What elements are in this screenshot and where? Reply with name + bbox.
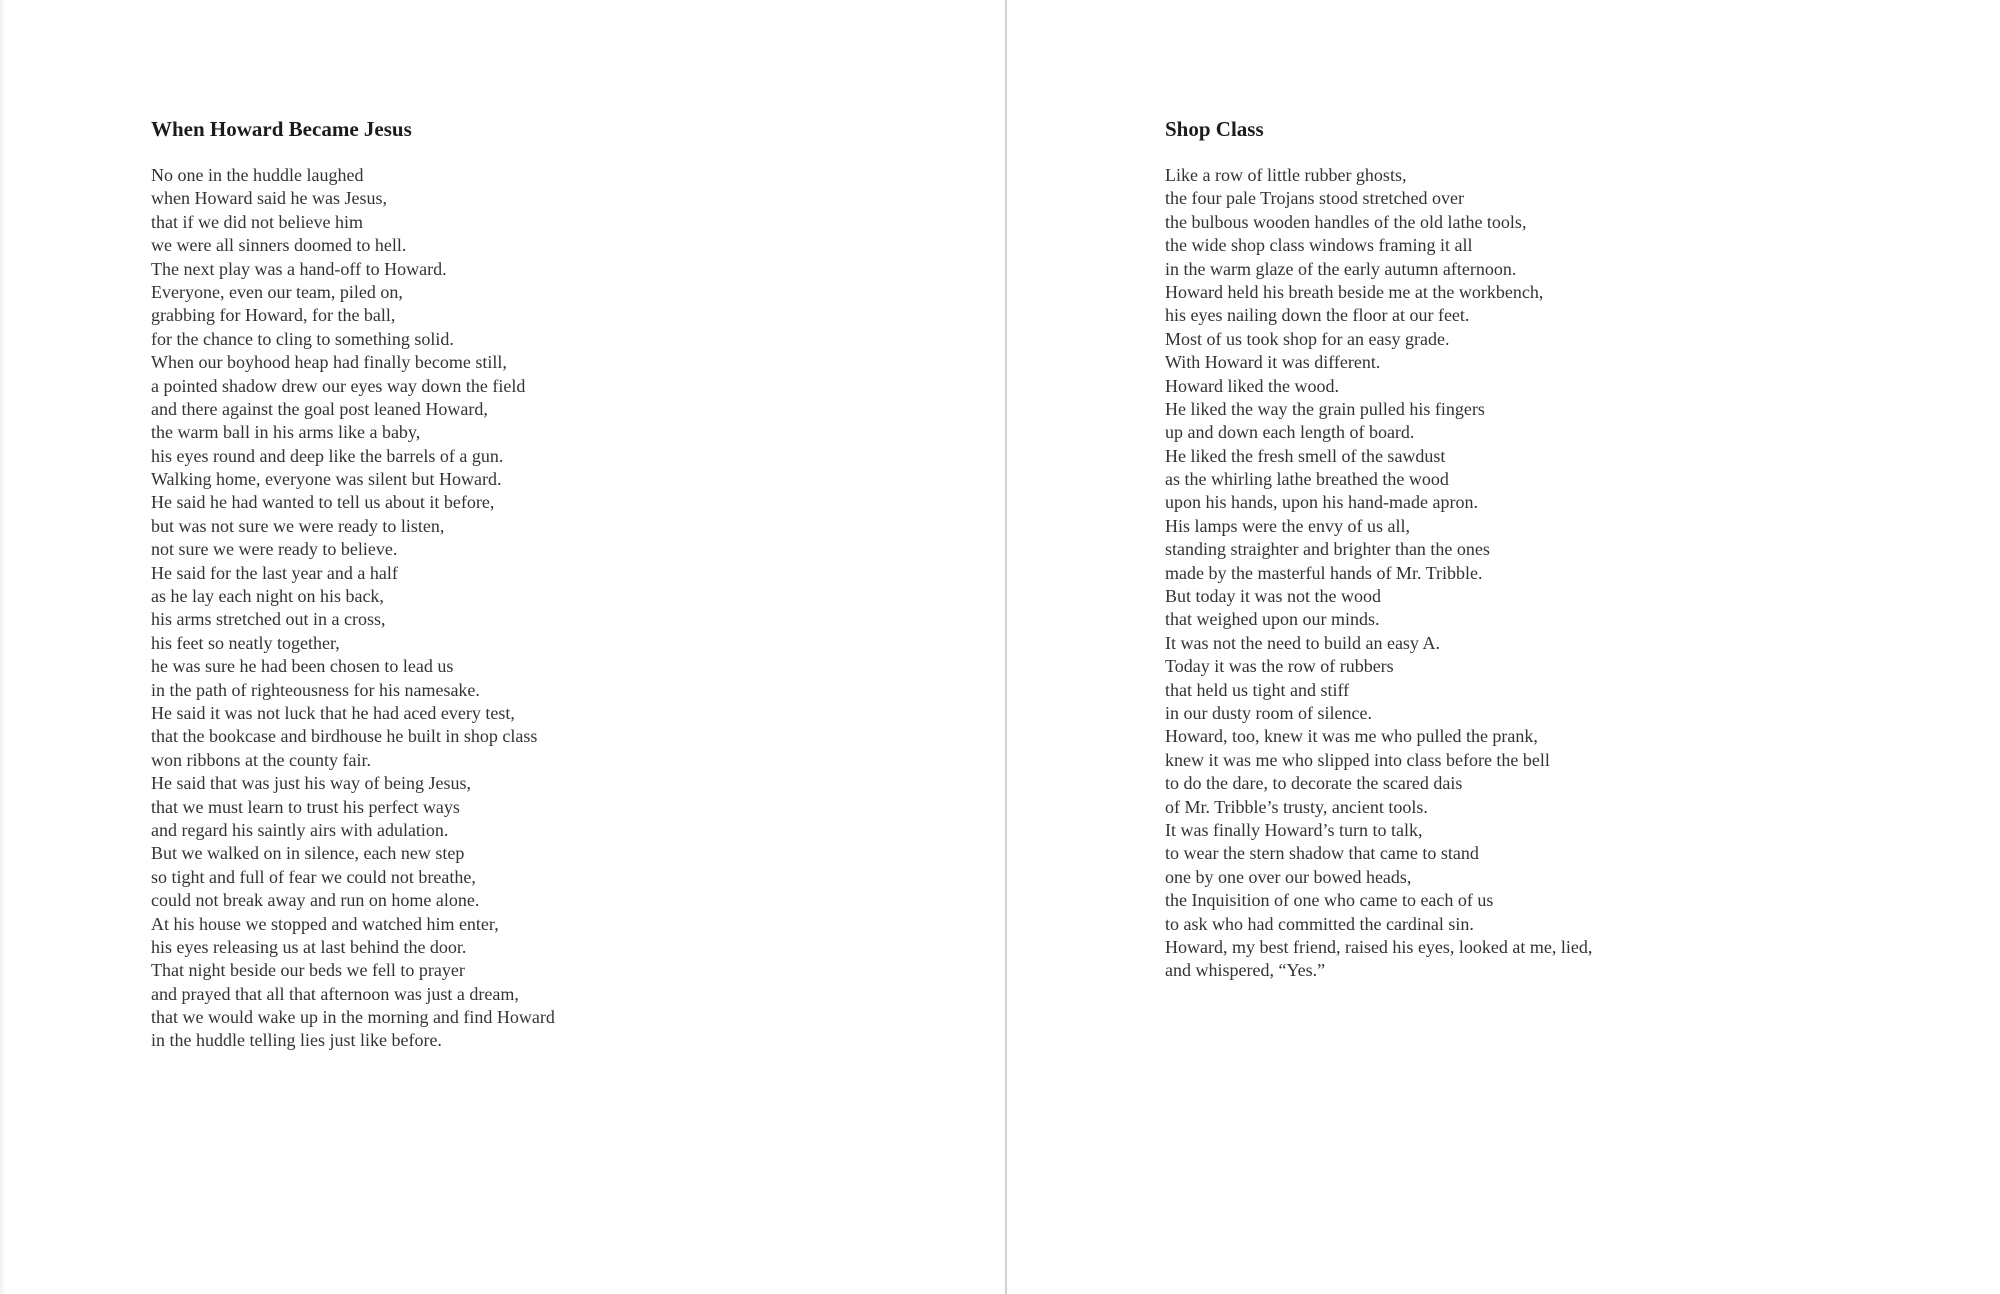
poem-line: Walking home, everyone was silent but Howard. bbox=[151, 469, 502, 490]
poem-line: to wear the stern shadow that came to stand bbox=[1165, 843, 1479, 864]
poem-line: the bulbous wooden handles of the old lathe tools, bbox=[1165, 211, 1527, 232]
poem-line: to do the dare, to decorate the scared dais bbox=[1165, 773, 1463, 794]
poem-line: standing straighter and brighter than the ones bbox=[1165, 539, 1490, 560]
poem-line: for the chance to cling to something solid. bbox=[151, 328, 454, 349]
poem-body-shop-class bbox=[1165, 164, 1592, 983]
poem-line: and there against the goal post leaned Howard, bbox=[151, 398, 488, 419]
poem-line: the Inquisition of one who came to each of us bbox=[1165, 890, 1494, 911]
poem-line: he was sure he had been chosen to lead us bbox=[151, 656, 454, 677]
poem-line: could not break away and run on home alone. bbox=[151, 890, 480, 911]
poem-line: that held us tight and stiff bbox=[1165, 679, 1350, 700]
poem-line: Howard, too, knew it was me who pulled the prank, bbox=[1165, 726, 1538, 747]
poem-line: one by one over our bowed heads, bbox=[1165, 866, 1412, 887]
poem-line: made by the masterful hands of Mr. Tribble. bbox=[1165, 562, 1483, 583]
poem-line: Everyone, even our team, piled on, bbox=[151, 281, 403, 302]
poem-line: that if we did not believe him bbox=[151, 211, 363, 232]
poem-line: and whispered, “Yes.” bbox=[1165, 960, 1326, 981]
poem-line: and prayed that all that afternoon was just a dream, bbox=[151, 983, 519, 1004]
poem-title-shop-class: Shop Class bbox=[1165, 117, 1264, 141]
poem-line: When our boyhood heap had finally become still, bbox=[151, 352, 507, 373]
poem-line: his feet so neatly together, bbox=[151, 632, 340, 653]
poem-line: Most of us took shop for an easy grade. bbox=[1165, 328, 1450, 349]
page-edge-shadow bbox=[0, 0, 6, 1294]
poem-line: and regard his saintly airs with adulation. bbox=[151, 819, 449, 840]
poem-line: That night beside our beds we fell to prayer bbox=[151, 960, 465, 981]
poem-line: as he lay each night on his back, bbox=[151, 586, 384, 607]
poem-line: He liked the fresh smell of the sawdust bbox=[1165, 445, 1446, 466]
poem-line: He said it was not luck that he had aced every test, bbox=[151, 702, 515, 723]
poem-line: his eyes nailing down the floor at our feet. bbox=[1165, 305, 1470, 326]
poem-line: He said for the last year and a half bbox=[151, 562, 398, 583]
poem-line: in our dusty room of silence. bbox=[1165, 702, 1372, 723]
poem-line: of Mr. Tribble’s trusty, ancient tools. bbox=[1165, 796, 1428, 817]
poem-line: the warm ball in his arms like a baby, bbox=[151, 422, 421, 443]
poem-line: His lamps were the envy of us all, bbox=[1165, 515, 1410, 536]
poem-line: grabbing for Howard, for the ball, bbox=[151, 305, 396, 326]
poem-line: that we must learn to trust his perfect ways bbox=[151, 796, 460, 817]
poem-line: The next play was a hand-off to Howard. bbox=[151, 258, 447, 279]
poem-line: when Howard said he was Jesus, bbox=[151, 188, 387, 209]
poem-line: Howard, my best friend, raised his eyes, looked at me, lied, bbox=[1165, 936, 1593, 957]
poem-line: It was not the need to build an easy A. bbox=[1165, 632, 1440, 653]
poem-line: the four pale Trojans stood stretched over bbox=[1165, 188, 1464, 209]
right-page bbox=[1008, 0, 2000, 1294]
poem-line: that we would wake up in the morning and find Howard bbox=[151, 1007, 555, 1028]
poem-line: in the huddle telling lies just like before. bbox=[151, 1030, 442, 1051]
poem-line: upon his hands, upon his hand-made apron. bbox=[1165, 492, 1478, 513]
page-divider bbox=[1005, 0, 1007, 1294]
poem-line: as the whirling lathe breathed the wood bbox=[1165, 469, 1449, 490]
poem-line: Howard held his breath beside me at the workbench, bbox=[1165, 281, 1544, 302]
poem-line: At his house we stopped and watched him enter, bbox=[151, 913, 499, 934]
poem-line: his eyes round and deep like the barrels of a gun. bbox=[151, 445, 504, 466]
poem-line: With Howard it was different. bbox=[1165, 352, 1381, 373]
poem-line: He said he had wanted to tell us about it before, bbox=[151, 492, 495, 513]
poem-line: so tight and full of fear we could not breathe, bbox=[151, 866, 476, 887]
poem-line: but was not sure we were ready to listen, bbox=[151, 515, 445, 536]
poem-line: in the warm glaze of the early autumn afternoon. bbox=[1165, 258, 1517, 279]
poem-title-when-howard-became-jesus: When Howard Became Jesus bbox=[151, 117, 412, 141]
poem-line: to ask who had committed the cardinal sin. bbox=[1165, 913, 1474, 934]
poem-line: No one in the huddle laughed bbox=[151, 165, 364, 185]
poem-line: that weighed upon our minds. bbox=[1165, 609, 1380, 630]
poem-line: the wide shop class windows framing it all bbox=[1165, 235, 1473, 256]
poem-line: But we walked on in silence, each new step bbox=[151, 843, 465, 864]
poem-line: not sure we were ready to believe. bbox=[151, 539, 398, 560]
poem-line: It was finally Howard’s turn to talk, bbox=[1165, 819, 1423, 840]
poem-line: knew it was me who slipped into class before the bell bbox=[1165, 749, 1550, 770]
poem-line: Today it was the row of rubbers bbox=[1165, 656, 1394, 677]
poem-line: that the bookcase and birdhouse he built in shop class bbox=[151, 726, 538, 747]
poem-line: Like a row of little rubber ghosts, bbox=[1165, 165, 1407, 185]
poem-line: But today it was not the wood bbox=[1165, 586, 1381, 607]
poem-line: a pointed shadow drew our eyes way down the field bbox=[151, 375, 526, 396]
poem-body-when-howard-became-jesus bbox=[151, 164, 555, 1053]
poem-line: in the path of righteousness for his namesake. bbox=[151, 679, 480, 700]
poem-line: his arms stretched out in a cross, bbox=[151, 609, 386, 630]
poem-line: Howard liked the wood. bbox=[1165, 375, 1339, 396]
poem-line: He said that was just his way of being Jesus, bbox=[151, 773, 471, 794]
poem-line: we were all sinners doomed to hell. bbox=[151, 235, 407, 256]
poem-line: up and down each length of board. bbox=[1165, 422, 1415, 443]
poem-line: won ribbons at the county fair. bbox=[151, 749, 371, 770]
poem-line: He liked the way the grain pulled his fingers bbox=[1165, 398, 1485, 419]
poem-line: his eyes releasing us at last behind the door. bbox=[151, 936, 467, 957]
